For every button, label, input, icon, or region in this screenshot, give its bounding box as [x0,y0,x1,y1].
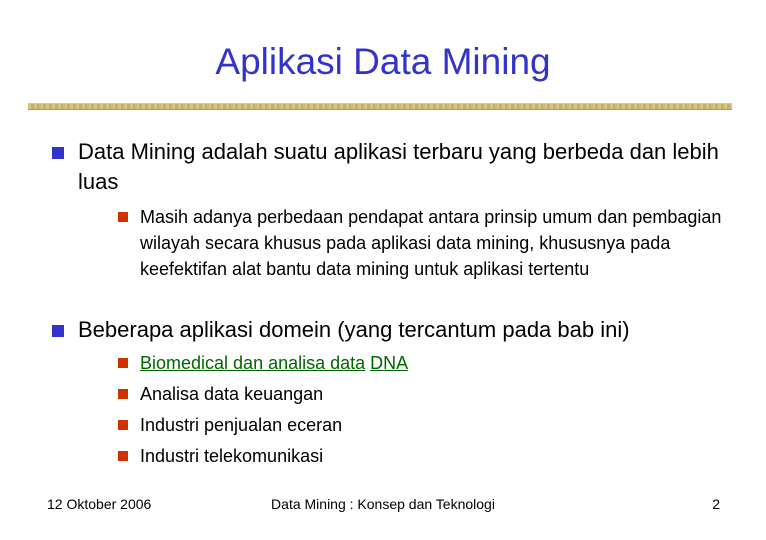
square-bullet-icon [118,212,128,222]
footer-title: Data Mining : Konsep dan Teknologi [271,496,495,512]
sub-bullet-text: Industri penjualan eceran [140,415,343,435]
square-bullet-icon [118,420,128,430]
dna-link[interactable]: DNA [370,353,409,373]
sub-bullet-text [140,350,738,376]
sub-bullet-text: Analisa data keuangan [140,384,324,404]
bullet-text: Data Mining adalah suatu aplikasi terbaru yang berbeda dan lebih luas [78,139,719,194]
square-bullet-icon [52,147,64,159]
footer-date: 12 Oktober 2006 [47,496,152,512]
page-number: 2 [712,496,720,512]
biomedical-link[interactable]: Biomedical dan analisa data [140,353,366,373]
square-bullet-icon [118,451,128,461]
square-bullet-icon [118,389,128,399]
sub-bullet-text: Industri telekomunikasi [140,446,324,466]
square-bullet-icon [52,325,64,337]
square-bullet-icon [118,358,128,368]
bullet-text: Beberapa aplikasi domein (yang tercantum pada bab ini) [78,317,630,342]
title-divider [28,103,732,110]
sub-bullet-text: Masih adanya perbedaan pendapat antara prinsip umum dan pembagian wilayah secara khusus pada aplikasi data mining, khususnya pada keefektifan alat bantu data mining untuk aplikasi tertentu [140,207,722,279]
slide-title: Aplikasi Data Mining [215,41,551,82]
